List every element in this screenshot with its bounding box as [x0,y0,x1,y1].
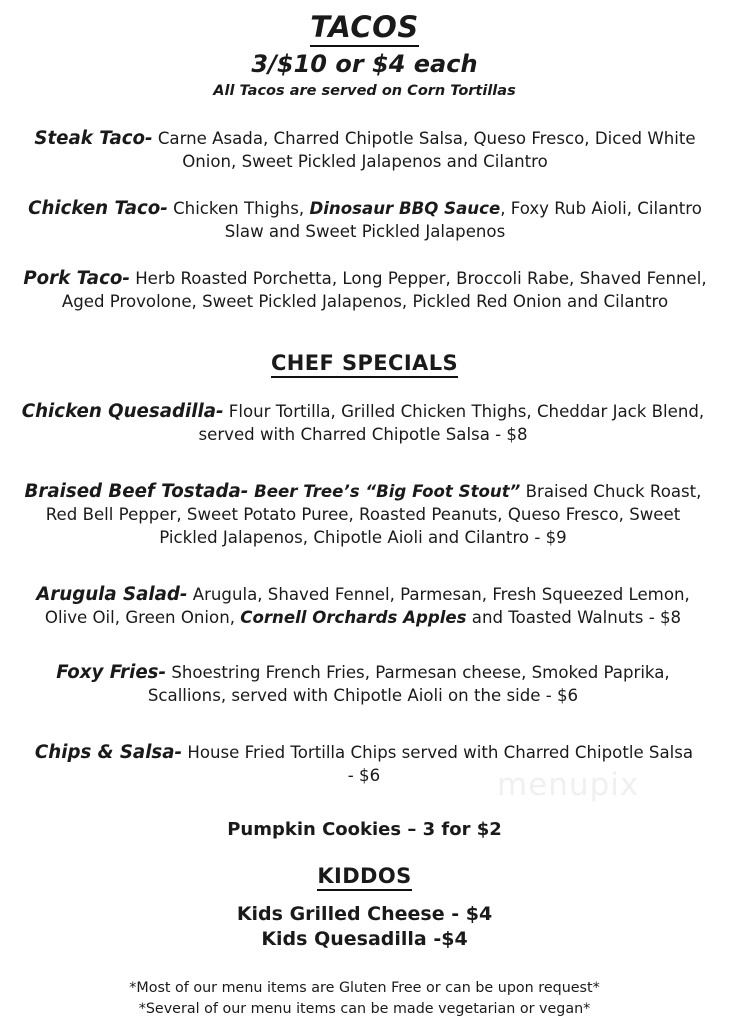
menu-item-chicken-quesadilla [21,399,705,447]
menu-item-name: Chicken Quesadilla- [21,400,224,422]
kiddos-heading-text: KIDDOS [317,864,411,891]
menu-item-description: Herb Roasted Porchetta, Long Pepper, Broccoli Rabe, Shaved Fennel, Aged Provolone, Sweet Pickled Jalapenos, Pickled Red Onion and Cilantro [61,268,707,311]
kiddos-section-heading [0,865,729,888]
menu-item-name: Chips & Salsa- [34,741,183,763]
tacos-section-heading [0,12,729,42]
menu-item-emphasis: Beer Tree’s “Big Foot Stout” [248,481,521,501]
menu-page [0,10,729,1017]
footnote-vegetarian-vegan: *Several of our menu items can be made vegetarian or vegan* [138,1000,591,1017]
menu-item-name: Arugula Salad- [36,583,188,605]
menu-item-arugula-salad [21,582,705,630]
menu-item-chips-and-salsa [34,740,694,788]
menu-item-name: Steak Taco- [34,127,153,149]
menu-item-description: Shoestring French Fries, Parmesan cheese, Smoked Paprika, Scallions, served with Chipotle Aioli on the side - $6 [147,662,670,705]
chef-specials-section-heading [0,352,729,375]
menu-item-description-after: Braised Chuck Roast, Red Bell Pepper, Sweet Potato Puree, Roasted Peanuts, Queso Fresco, Sweet Pickled Jalapenos, Chipotle Aioli and Cilantro - $9 [45,481,702,547]
menu-item-description: Flour Tortilla, Grilled Chicken Thighs, Cheddar Jack Blend, served with Charred Chipotle Salsa - $8 [198,401,705,444]
menu-item-description: Carne Asada, Charred Chipotle Salsa, Queso Fresco, Diced White Onion, Sweet Pickled Jalapenos and Cilantro [152,128,696,171]
menu-item-emphasis: Dinosaur BBQ Sauce [309,198,501,218]
tacos-heading-text: TACOS [310,10,418,47]
menu-item-braised-beef-tostada [21,479,705,550]
menupix-watermark: menupix [497,767,640,803]
menu-item-name: Chicken Taco- [28,197,168,219]
menu-item-name: Foxy Fries- [56,661,167,683]
menu-item-chicken-taco [22,196,708,244]
menu-item-emphasis: Cornell Orchards Apples [240,607,467,627]
tacos-note: All Tacos are served on Corn Tortillas [213,82,516,99]
menu-item-pumpkin-cookies: Pumpkin Cookies – 3 for $2 [227,818,502,840]
tacos-price-line: 3/$10 or $4 each [251,50,478,79]
menu-item-name: Pork Taco- [23,267,130,289]
menu-item-kids-grilled-cheese: Kids Grilled Cheese - $4 [236,903,493,926]
menu-item-description-before: Arugula, Shaved Fennel, Parmesan, Fresh Squeezed Lemon, Olive Oil, Green Onion, [44,584,690,627]
footnote-gluten-free: *Most of our menu items are Gluten Free or can be upon request* [129,980,600,997]
menu-item-description: House Fried Tortilla Chips served with Charred Chipotle Salsa - $6 [182,742,694,785]
menu-item-steak-taco [22,126,708,174]
footnotes [0,978,729,1019]
menu-item-name: Braised Beef Tostada- [24,480,249,502]
menu-item-foxy-fries [21,660,705,708]
chef-specials-heading-text: CHEF SPECIALS [271,351,458,378]
menu-item-kids-quesadilla: Kids Quesadilla -$4 [261,928,468,951]
menu-item-description-before: Chicken Thighs, [167,198,310,218]
menu-item-description-after: and Toasted Walnuts - $8 [466,607,682,627]
menu-item-pork-taco [22,266,708,314]
kiddos-item-list [0,902,729,952]
menu-item-description-after: , Foxy Rub Aioli, Cilantro Slaw and Sweet Pickled Jalapenos [224,198,702,241]
